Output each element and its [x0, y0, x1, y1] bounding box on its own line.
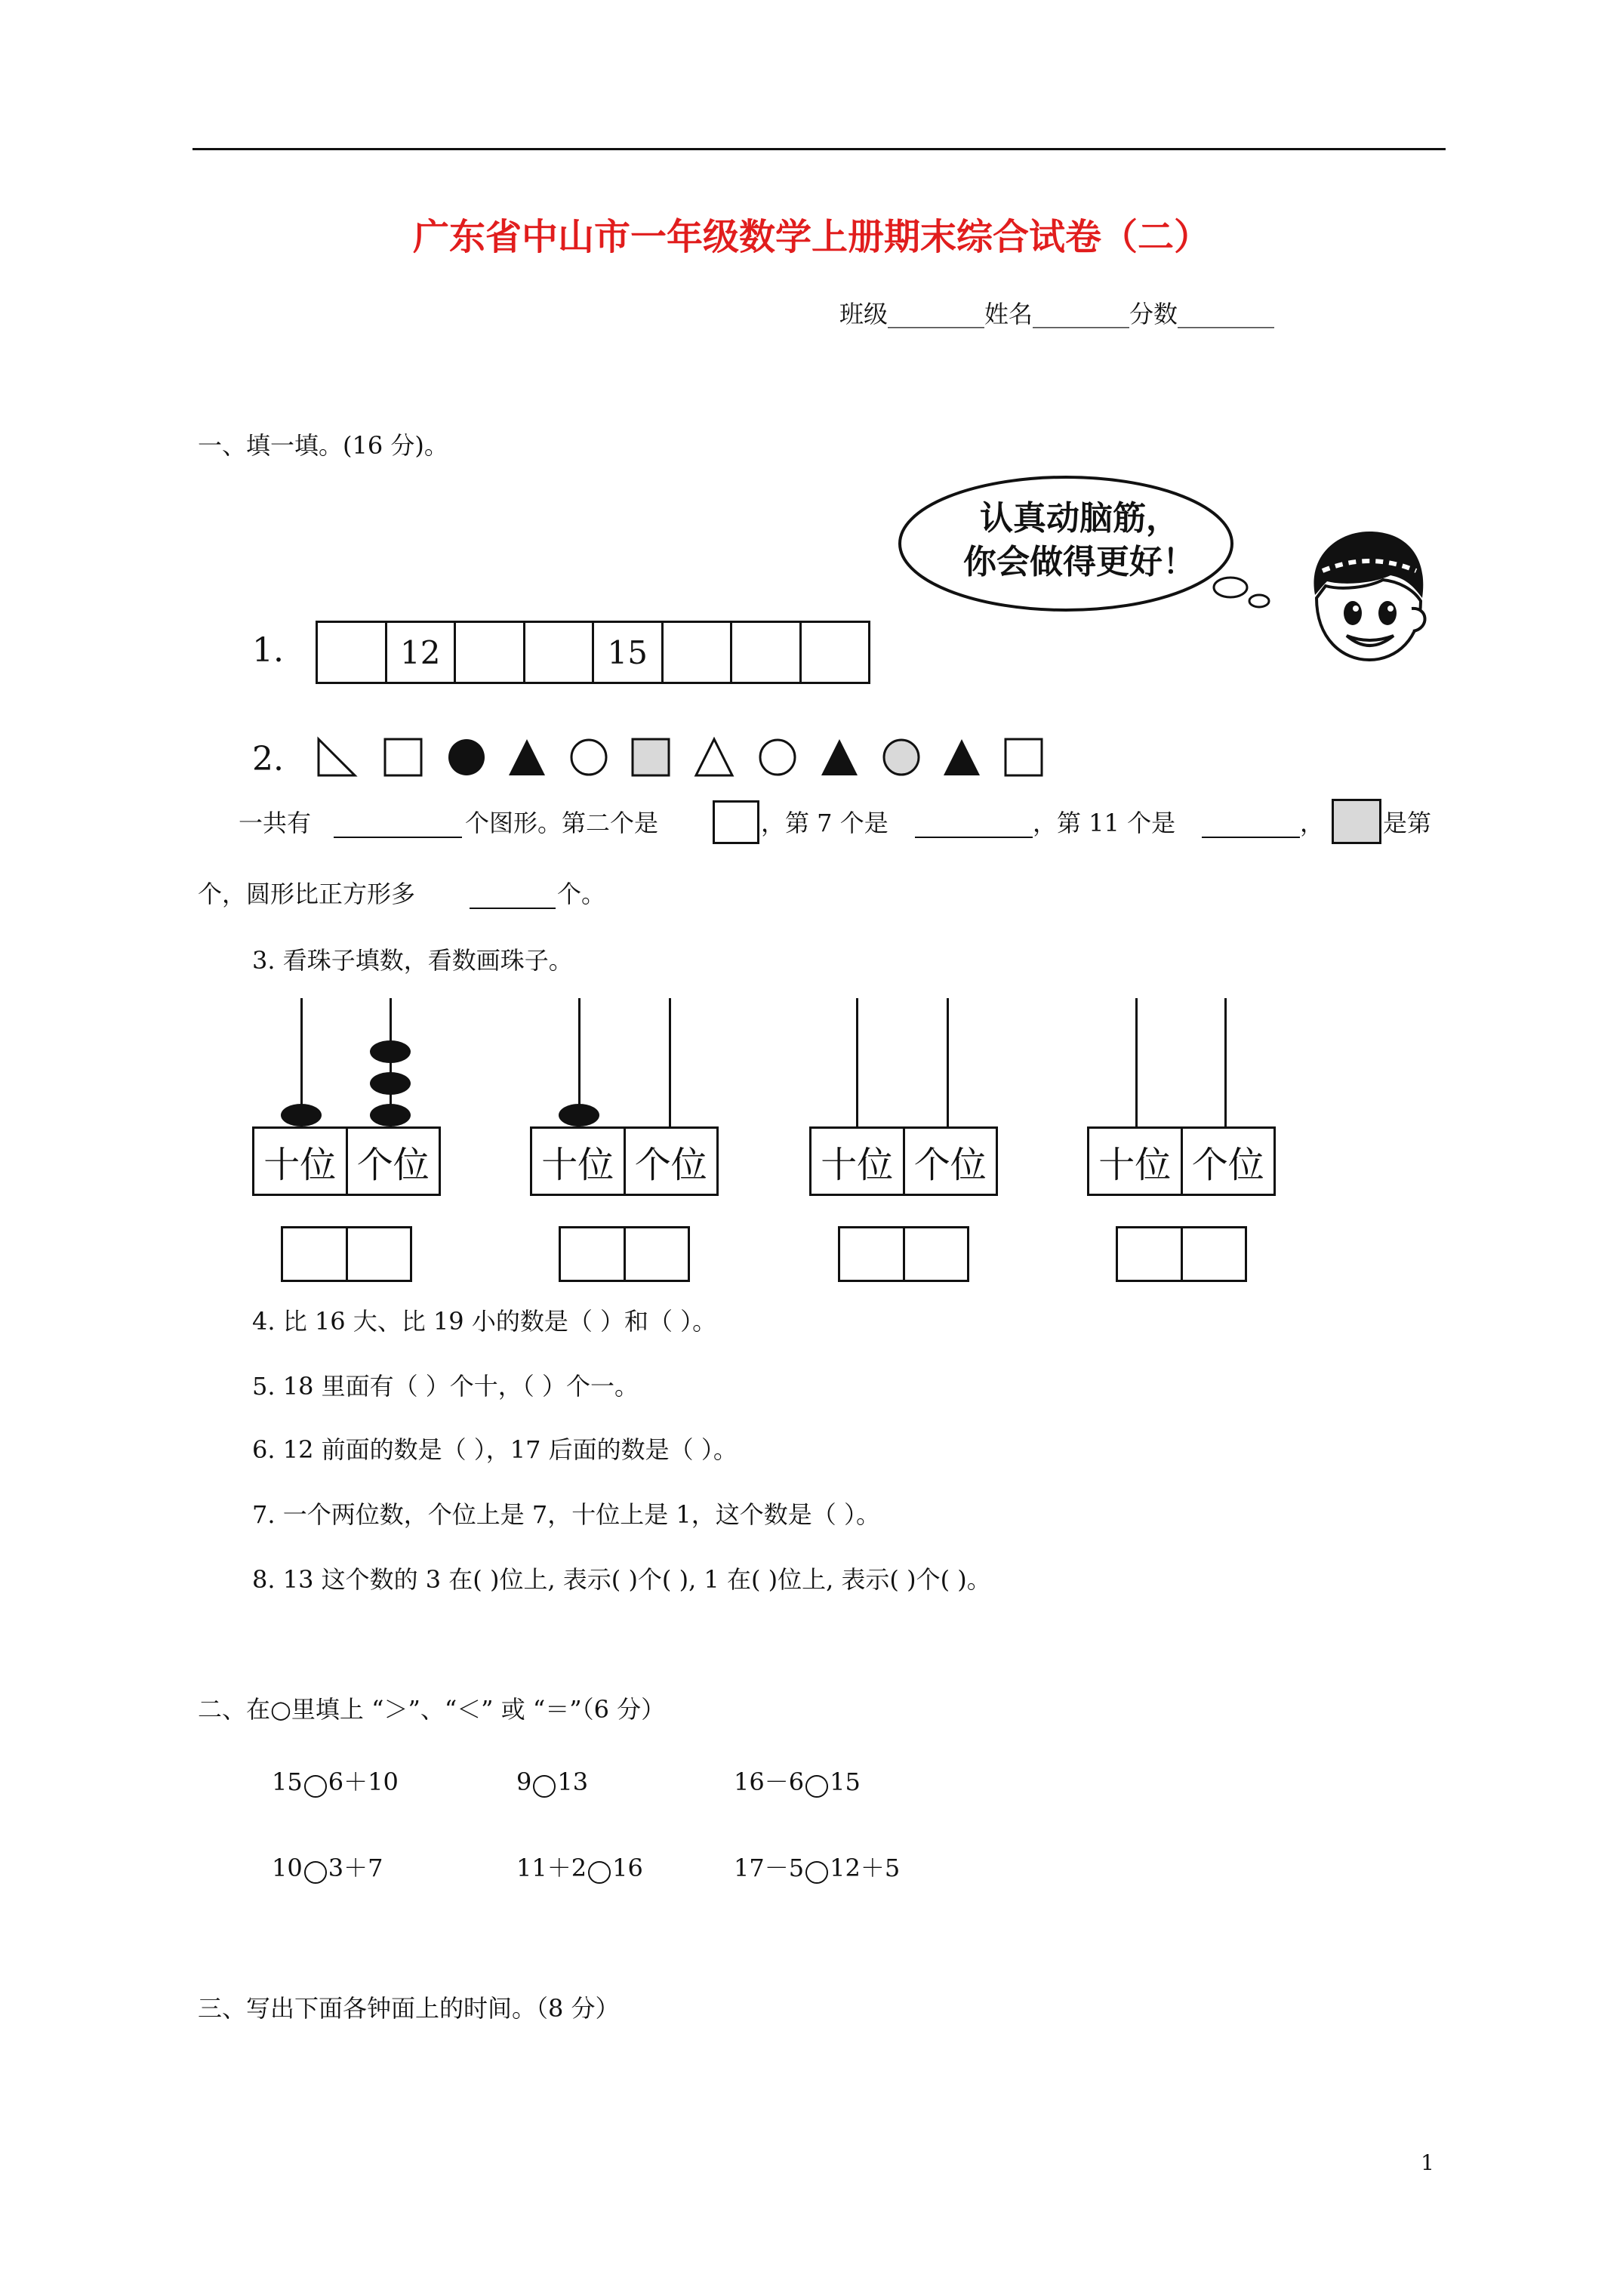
- q2-square-box[interactable]: [713, 800, 759, 844]
- answer-ones-cell[interactable]: [905, 1228, 968, 1280]
- q8-text: 8. 13 这个数的 3 在( )位上, 表示( )个( ), 1 在( )位上, 表示( )个( )。: [252, 1565, 991, 1594]
- filled-triangle-icon: [818, 736, 861, 778]
- q1-cell[interactable]: [318, 623, 387, 682]
- q2-blank-7th[interactable]: [915, 837, 1033, 838]
- abacus-bead: [370, 1040, 411, 1063]
- abacus-rod: [947, 998, 949, 1126]
- answer-ones-cell[interactable]: [348, 1228, 411, 1280]
- place-value-answer-box[interactable]: [1116, 1226, 1247, 1282]
- compare-item: [734, 1767, 861, 1798]
- abacus-bead: [370, 1072, 411, 1095]
- q2-line1-b: 个图形。第二个是: [465, 809, 659, 837]
- compare-left: 16－6: [734, 1767, 805, 1796]
- place-value-answer-box[interactable]: [281, 1226, 412, 1282]
- compare-right: 12＋5: [830, 1854, 901, 1882]
- page-number: 1: [1421, 2150, 1434, 2175]
- q2-blank-11th[interactable]: [1202, 837, 1300, 838]
- compare-circle[interactable]: [805, 1861, 828, 1884]
- tens-label: 十位: [812, 1129, 905, 1194]
- q2-line1-e: ，: [1300, 809, 1325, 837]
- q3-text: 3. 看珠子填数，看数画珠子。: [252, 946, 573, 975]
- q2-line2-b: 个。: [557, 880, 606, 908]
- square-icon: [1002, 736, 1045, 778]
- q1-cell[interactable]: [732, 623, 802, 682]
- q1-label: 1.: [252, 631, 284, 670]
- answer-tens-cell[interactable]: [840, 1228, 905, 1280]
- place-value-header: [252, 1126, 441, 1196]
- compare-right: 16: [612, 1854, 643, 1882]
- compare-left: 11＋2: [516, 1854, 587, 1882]
- q6-text: 6. 12 前面的数是（ ），17 后面的数是（ ）。: [252, 1435, 738, 1464]
- abacus-bead: [281, 1104, 322, 1126]
- place-value-header: [1087, 1126, 1276, 1196]
- q1-cell[interactable]: [802, 623, 869, 682]
- filled-triangle-icon: [506, 736, 548, 778]
- compare-right: 3＋7: [328, 1854, 383, 1882]
- grey-circle-icon: [880, 736, 922, 778]
- q2-line1-f: 是第: [1383, 809, 1432, 837]
- abacus-bead: [370, 1104, 411, 1126]
- section3-heading: 三、写出下面各钟面上的时间。（8 分）: [198, 1994, 620, 2023]
- child-face-icon: [1300, 525, 1433, 664]
- page-title: 广东省中山市一年级数学上册期末综合试卷（二）: [412, 216, 1210, 258]
- compare-item: [272, 1853, 383, 1884]
- speech-line-2: 你会做得更好！: [963, 543, 1196, 581]
- q2-blank-difference[interactable]: [470, 908, 556, 909]
- q2-line2-a: 个，圆形比正方形多: [198, 880, 416, 908]
- abacus-rod: [1135, 998, 1138, 1126]
- q1-cell: 12: [387, 623, 457, 682]
- place-value-answer-box[interactable]: [559, 1226, 690, 1282]
- ones-label: 个位: [356, 1143, 430, 1186]
- q2-line1-a: 一共有: [239, 809, 312, 837]
- answer-ones-cell[interactable]: [626, 1228, 688, 1280]
- right-triangle-icon: [316, 736, 358, 778]
- compare-left: 17－5: [734, 1854, 805, 1882]
- compare-circle[interactable]: [304, 1775, 327, 1798]
- compare-circle[interactable]: [533, 1775, 556, 1798]
- section1-heading: 一、填一填。(16 分)。: [198, 431, 448, 460]
- q2-grey-square-box: [1332, 799, 1381, 844]
- abacus-rod: [1224, 998, 1227, 1126]
- place-value-header: [530, 1126, 719, 1196]
- abacus-bead: [559, 1104, 599, 1126]
- compare-left: 10: [272, 1854, 303, 1882]
- q2-line1-c: ，第 7 个是: [761, 809, 888, 837]
- compare-item: [272, 1767, 399, 1798]
- place-value-header: [809, 1126, 998, 1196]
- compare-item: [516, 1767, 588, 1798]
- q2-line1-d: ，第 11 个是: [1033, 809, 1176, 837]
- compare-right: 15: [830, 1767, 861, 1796]
- filled-circle-icon: [445, 736, 488, 778]
- abacus-rod: [669, 998, 671, 1126]
- speech-bubble-text: [929, 497, 1230, 584]
- q2-label: 2.: [252, 740, 284, 778]
- compare-right: 13: [557, 1767, 589, 1796]
- grey-square-icon: [630, 736, 672, 778]
- compare-right: 6＋10: [328, 1767, 399, 1796]
- section2-heading: 二、在○里填上 “＞”、“＜” 或 “＝”（6 分）: [198, 1695, 666, 1724]
- answer-tens-cell[interactable]: [561, 1228, 626, 1280]
- tens-label: 十位: [254, 1129, 348, 1194]
- q1-cell[interactable]: [525, 623, 595, 682]
- compare-left: 15: [272, 1767, 303, 1796]
- answer-tens-cell[interactable]: [283, 1228, 348, 1280]
- q7-text: 7. 一个两位数，个位上是 7，十位上是 1，这个数是（ ）。: [252, 1500, 880, 1529]
- compare-circle[interactable]: [304, 1861, 327, 1884]
- q1-cell[interactable]: [456, 623, 525, 682]
- q1-number-row: [316, 621, 870, 684]
- compare-left: 9: [516, 1767, 532, 1796]
- compare-circle[interactable]: [805, 1775, 828, 1798]
- top-rule: [192, 148, 1446, 150]
- triangle-icon: [693, 736, 735, 778]
- answer-tens-cell[interactable]: [1118, 1228, 1183, 1280]
- q1-cell: 15: [594, 623, 664, 682]
- tens-label: 十位: [532, 1129, 626, 1194]
- compare-item: [734, 1853, 900, 1884]
- compare-item: [516, 1853, 643, 1884]
- q2-blank-total[interactable]: [334, 837, 462, 838]
- ones-label: 个位: [1191, 1143, 1264, 1186]
- speech-line-1: 认真动脑筋，: [980, 499, 1179, 538]
- student-info-line: 班级________姓名________分数________: [839, 300, 1275, 328]
- ones-label: 个位: [634, 1143, 707, 1186]
- q4-text: 4. 比 16 大、比 19 小的数是（ ）和（ ）。: [252, 1307, 717, 1336]
- circle-icon: [756, 736, 799, 778]
- answer-ones-cell[interactable]: [1183, 1228, 1246, 1280]
- q1-cell[interactable]: [664, 623, 733, 682]
- ones-label: 个位: [913, 1143, 987, 1186]
- q5-text: 5. 18 里面有（ ）个十，（ ）个一。: [252, 1372, 639, 1401]
- place-value-answer-box[interactable]: [838, 1226, 969, 1282]
- circle-icon: [568, 736, 610, 778]
- tens-label: 十位: [1089, 1129, 1183, 1194]
- abacus-rod: [856, 998, 858, 1126]
- square-icon: [382, 736, 424, 778]
- filled-triangle-icon: [941, 736, 983, 778]
- compare-circle[interactable]: [588, 1861, 611, 1884]
